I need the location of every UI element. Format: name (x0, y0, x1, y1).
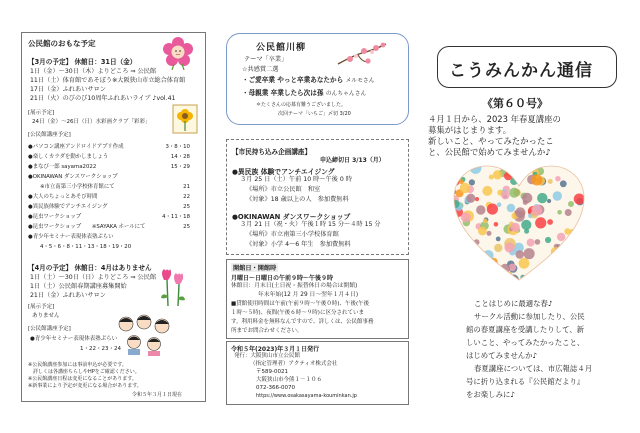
april-course-1: ●青少年セミナー表現体表塾ぷらい (30, 336, 118, 342)
collage-dot (489, 175, 494, 180)
march-course-item (28, 242, 190, 252)
collage-dot (522, 193, 532, 203)
collage-dot (538, 162, 542, 165)
collage-dot (478, 227, 487, 236)
collage-dot (511, 223, 520, 232)
collage-dot (578, 233, 585, 240)
collage-dot (515, 207, 525, 217)
publisher-address: 大阪狭山市今熊１－１０６ (256, 377, 323, 383)
collage-dot (539, 162, 545, 165)
collage-dot (564, 228, 570, 234)
publisher-phone: 072-366-0070 (256, 385, 295, 391)
collage-dot (524, 248, 535, 259)
collage-dot (527, 239, 535, 247)
collage-dot (561, 249, 570, 258)
newsletter-title: こうみんかん通信 (449, 61, 593, 81)
collage-dot (537, 266, 543, 272)
course-2-title: ●OKINAWAN ダンスワークショップ (232, 213, 351, 221)
march-course-item (28, 202, 190, 212)
collage-dot (463, 253, 474, 264)
collage-dot (471, 255, 480, 264)
publisher-postal: 〒589-0021 (256, 369, 288, 375)
hours-title: 開館日・開館時 (233, 265, 277, 272)
march-course-date: 25 (183, 204, 190, 210)
schedule-title: 公民館のおもな予定 (28, 39, 96, 48)
march-course-item (28, 212, 190, 222)
senryu-poem-2-author: のんちゃんさん (325, 91, 367, 97)
collage-dot (480, 266, 488, 274)
march-course-name: ●青少年セミナー表現体表塾ぷらい (28, 234, 114, 240)
senryu-poem-1-author: メルモさん (345, 78, 375, 84)
current-date: 令和５年３月１日現在 (132, 392, 183, 398)
collage-dot (460, 267, 465, 272)
collage-dot (471, 278, 479, 284)
senryu-title: 公民館川柳 (256, 43, 307, 53)
collage-dot (465, 162, 475, 169)
collage-dot (464, 246, 475, 257)
lead-line-4: と、公民館で始めてみませんか♪ (428, 147, 551, 157)
march-header: 【3月の予定】 休館日：31日（金） (28, 58, 137, 66)
note-2: 詳しくは各講座ちらしやHPをご確認ください。 (28, 369, 140, 375)
collage-dot (461, 212, 471, 222)
march-course-label: [公民館講座予定] (28, 132, 71, 138)
note-3: ※公民館講座日程は変更になることがあります。 (28, 376, 137, 382)
collage-dot (580, 279, 586, 284)
course-2-place: 《場所》市立南第三小学校体育館 (246, 231, 339, 238)
collage-dot (538, 265, 544, 271)
april-exhibit: ありません (32, 313, 60, 319)
march-course-item (28, 232, 190, 242)
collage-dot (568, 241, 575, 248)
collage-dot (507, 204, 515, 212)
collage-dot (487, 231, 492, 236)
march-course-date: 21 (183, 184, 190, 190)
senryu-next-theme: 次回テーマ「いちご」〆切 3/20 (278, 111, 351, 117)
course-1-title: ●異民族 体験でアンチエイジング (232, 168, 335, 176)
collage-dot (519, 258, 530, 269)
march-course-date: 3・8・10 (165, 144, 190, 150)
march-course-name: ●大人のちょっとあそび時間 (28, 194, 98, 200)
publisher-manager: （指定管理者）アクティオ株式会社 (250, 361, 338, 367)
march-course-name: ●昆虫ワークショップ ※SAYAKA ホールにて (28, 224, 146, 230)
course-1-target: 《対象》18 歳以上の人 参加費無料 (246, 196, 349, 203)
senryu-note: ＊たくさんの応募有難うございました。 (256, 102, 347, 108)
collage-dot (481, 275, 487, 281)
lead-line-1: ４月１日から、2023 年春夏講座の (428, 114, 561, 124)
collage-dot (515, 165, 521, 171)
collage-dot (568, 201, 574, 207)
march-course-date: 15・29 (170, 164, 190, 170)
march-course-name: ●まなび一郎 sayama2022 (28, 164, 97, 170)
collage-dot (553, 191, 562, 200)
issue-number: 《第６０号》 (482, 97, 548, 110)
collage-dot (535, 217, 546, 228)
tulip-illustration (156, 266, 188, 308)
march-course-item (28, 172, 190, 182)
collage-dot (521, 278, 530, 284)
children-illustration (116, 312, 176, 356)
collage-dot (452, 226, 461, 236)
body-line-5: はじめてみませんか♪ (466, 351, 538, 360)
collage-dot (531, 174, 542, 185)
collage-dot (540, 273, 545, 278)
march-course-name: ●楽しくカラダを動かしましょう (28, 154, 109, 160)
course-1-place: 《場所》市立公民館 和室 (246, 186, 321, 193)
senryu-poem-2-text: ・母親業 卒業したら次は孫 (242, 89, 324, 97)
hours-line-4: ■貸館使用時間は午前(午前９時～午後０時)、午後(午後 (231, 301, 370, 307)
collage-dot (559, 249, 567, 257)
body-line-2: サークル活動に参加したり、公民 (474, 312, 585, 321)
collage-dot (576, 162, 583, 166)
publisher-url[interactable]: https://www.osakasayama-kouminkan.jp (256, 393, 357, 399)
collage-dot (523, 162, 530, 168)
march-course-item (28, 192, 190, 202)
hours-line-6: す。利用料金を無料なんですので、詳しくは、公民館事務 (231, 319, 374, 325)
collage-dot (558, 277, 568, 284)
senryu-award: ☆共感賞二選 (242, 66, 279, 73)
collage-dot (545, 237, 551, 243)
march-course-item (28, 152, 190, 162)
march-course-item (28, 162, 190, 172)
collage-dot (560, 180, 567, 187)
collage-dot (548, 179, 553, 184)
collage-dot (486, 277, 490, 281)
collage-dot (487, 204, 498, 215)
collage-dot (475, 197, 479, 201)
march-event-4: 21日（火）のびのび10周年ふれあいライブ ♪vol.41 (30, 95, 176, 102)
april-event-2: 1日（土）公民館春期講座募集開始 (30, 283, 127, 290)
lead-line-2: 募集がはじまります。 (428, 125, 512, 135)
march-course-date: 25 (183, 224, 190, 230)
march-course-date: 22 (183, 194, 190, 200)
april-event-1: 1日（土）～30日（日）よりどころ ⇒ 公民館 (30, 274, 157, 281)
body-line-1: ことはじめに最適な春♪ (474, 299, 553, 308)
course-2-target: 《対象》小学 4～6 年生 参加費無料 (246, 241, 351, 248)
course-1-date: ３月 25 日（土）午前 10 時～午後 0 時 (240, 176, 352, 183)
march-course-name: ●異民族体験でアンチエイジング (28, 204, 108, 210)
senryu-poem-1 (242, 76, 375, 86)
march-course-item (28, 222, 190, 232)
collage-dot (544, 265, 551, 272)
march-course-name: 4・5・6・8・11・13・18・19・20 (40, 244, 132, 250)
collage-dot (482, 186, 492, 196)
collage-dot (535, 239, 541, 245)
collage-dot (570, 232, 580, 242)
collage-dot (537, 193, 547, 203)
hours-line-5: １時～５時)、夜間(午後６時～９時)に区分されていま (231, 310, 364, 316)
collage-dot (452, 252, 464, 264)
april-header: 【4月の予定】 休館日：4月はありません (28, 264, 152, 272)
march-course-name: ●パソコン講座アンドロイドアプリ作成 (28, 144, 124, 150)
senryu-poem-1-text: ・ご愛卒業 やっと卒業あなたから (242, 76, 344, 84)
collage-dot (561, 275, 568, 282)
collage-dot (547, 199, 551, 203)
collage-dot (460, 183, 470, 193)
collage-dot (466, 246, 475, 255)
hours-line-2: 休館日：月末日(土日祝・振替休日の場合は開館) (231, 283, 358, 289)
march-exhibit-label: [展示予定] (28, 110, 55, 116)
collage-dot (489, 282, 493, 284)
collage-dot (452, 218, 456, 226)
march-event-3: 17日（金）ふれあいサロン (30, 86, 106, 93)
collage-dot (452, 277, 457, 284)
march-event-2: 11日（土）体育館であそぼう※大阪狭山市立総合体育館 (30, 77, 186, 84)
collage-dot (476, 205, 485, 214)
march-event-1: 1日（金）～30日（木）よりどころ ⇒ 公民館 (30, 68, 157, 75)
body-line-3: 館の春夏講座を受講したりして、新 (466, 325, 585, 334)
march-course-name: ●昆虫ワークショップ (28, 214, 82, 220)
collage-dot (493, 170, 502, 179)
collage-dot (494, 244, 502, 252)
collage-dot (579, 268, 585, 274)
collage-dot (577, 167, 586, 178)
march-course-item (28, 142, 190, 152)
flower-girl-illustration (160, 36, 196, 70)
collage-dot (551, 247, 561, 257)
march-course-item (28, 182, 190, 192)
collage-dot (555, 176, 560, 181)
collage-dot (479, 274, 486, 281)
collage-dot (557, 210, 562, 215)
collage-dot (496, 237, 501, 242)
collage-dot (469, 179, 475, 185)
collage-dot (515, 250, 524, 259)
body-line-8: をお楽しみに♪ (466, 390, 516, 399)
publisher-name: 発行：大阪狭山市立公民館 (234, 353, 301, 359)
collage-dot (489, 268, 498, 277)
collage-dot (501, 191, 510, 200)
collage-dot (509, 188, 519, 198)
march-course-name: ※市立南第三小学校体育館にて (40, 184, 115, 190)
senryu-theme: テーマ「卒業」 (244, 56, 288, 63)
collage-dot (532, 205, 543, 216)
senryu-poem-2 (242, 89, 366, 99)
collage-dot (557, 233, 565, 241)
collage-dot (574, 194, 585, 205)
body-line-7: 号に折り込まれる『公民館だより』 (466, 377, 585, 386)
collage-dot (463, 260, 473, 270)
march-course-name: ●OKINAWAN ダンスワークショップ (28, 174, 118, 180)
note-1: ※公民館講座参加には事前申込が必要です。 (28, 362, 127, 368)
collage-dot (565, 209, 572, 216)
lead-line-3: 新しいこと、やってみたかったこ (428, 136, 554, 146)
collage-dot (521, 220, 531, 230)
collage-dot (490, 258, 498, 266)
april-course-label: [公民館講座予定] (28, 326, 71, 332)
march-course-date: 4・11・18 (162, 214, 190, 220)
collage-dot (544, 162, 549, 166)
collage-dot (484, 271, 493, 280)
collage-dot (571, 262, 581, 272)
collage-dot (567, 274, 574, 281)
hours-line-1: 月曜日～日曜日の午前９時～午後９時 (231, 275, 334, 282)
hours-line-3: 年末年始(12 月 29 日～翌年１月４日) (258, 292, 359, 298)
citizen-course-deadline: 申込締切日 3/13（月） (320, 157, 385, 164)
collage-dot (466, 194, 475, 203)
citizen-course-title: 【市民持ち込み企画講座】 (232, 148, 312, 156)
collage-dot (576, 254, 586, 265)
sunflower-picture (172, 104, 198, 134)
collage-dot (498, 270, 508, 280)
collage-dot (483, 219, 488, 224)
collage-dot (497, 202, 502, 207)
body-line-4: しいこと、やってみたかったこと、 (466, 338, 585, 347)
collage-dot (581, 162, 586, 165)
collage-dot (579, 223, 583, 227)
course-2-date: ３月 21 日（祝・火）午後１時 15 分～４時 15 分 (240, 221, 381, 228)
publish-date: 令和５年(2023)年３月１日発行 (231, 346, 320, 353)
april-exhibit-label: [展示予定] (28, 304, 55, 310)
plum-branch-illustration (336, 40, 388, 68)
hours-line-7: 所までお問合わせください。 (231, 328, 303, 334)
march-course-list (28, 142, 190, 252)
collage-dot (494, 222, 499, 227)
body-line-6: 春夏講座については、市広報誌４月 (474, 364, 593, 373)
heart-collage-illustration (452, 162, 586, 284)
collage-dot (547, 219, 553, 225)
collage-dot (559, 249, 568, 258)
march-course-date: 14・28 (170, 154, 190, 160)
march-exhibit: 24日（金）～26日（日）水彩画クラブ「彩彩」 (32, 119, 151, 125)
collage-dot (504, 242, 514, 252)
april-course-2: 1・22・23・24 (80, 346, 121, 352)
note-4: ※新事業により予定が変更になる場合があります。 (28, 383, 142, 389)
april-event-3: 21日（金）ふれあいサロン (30, 292, 106, 299)
